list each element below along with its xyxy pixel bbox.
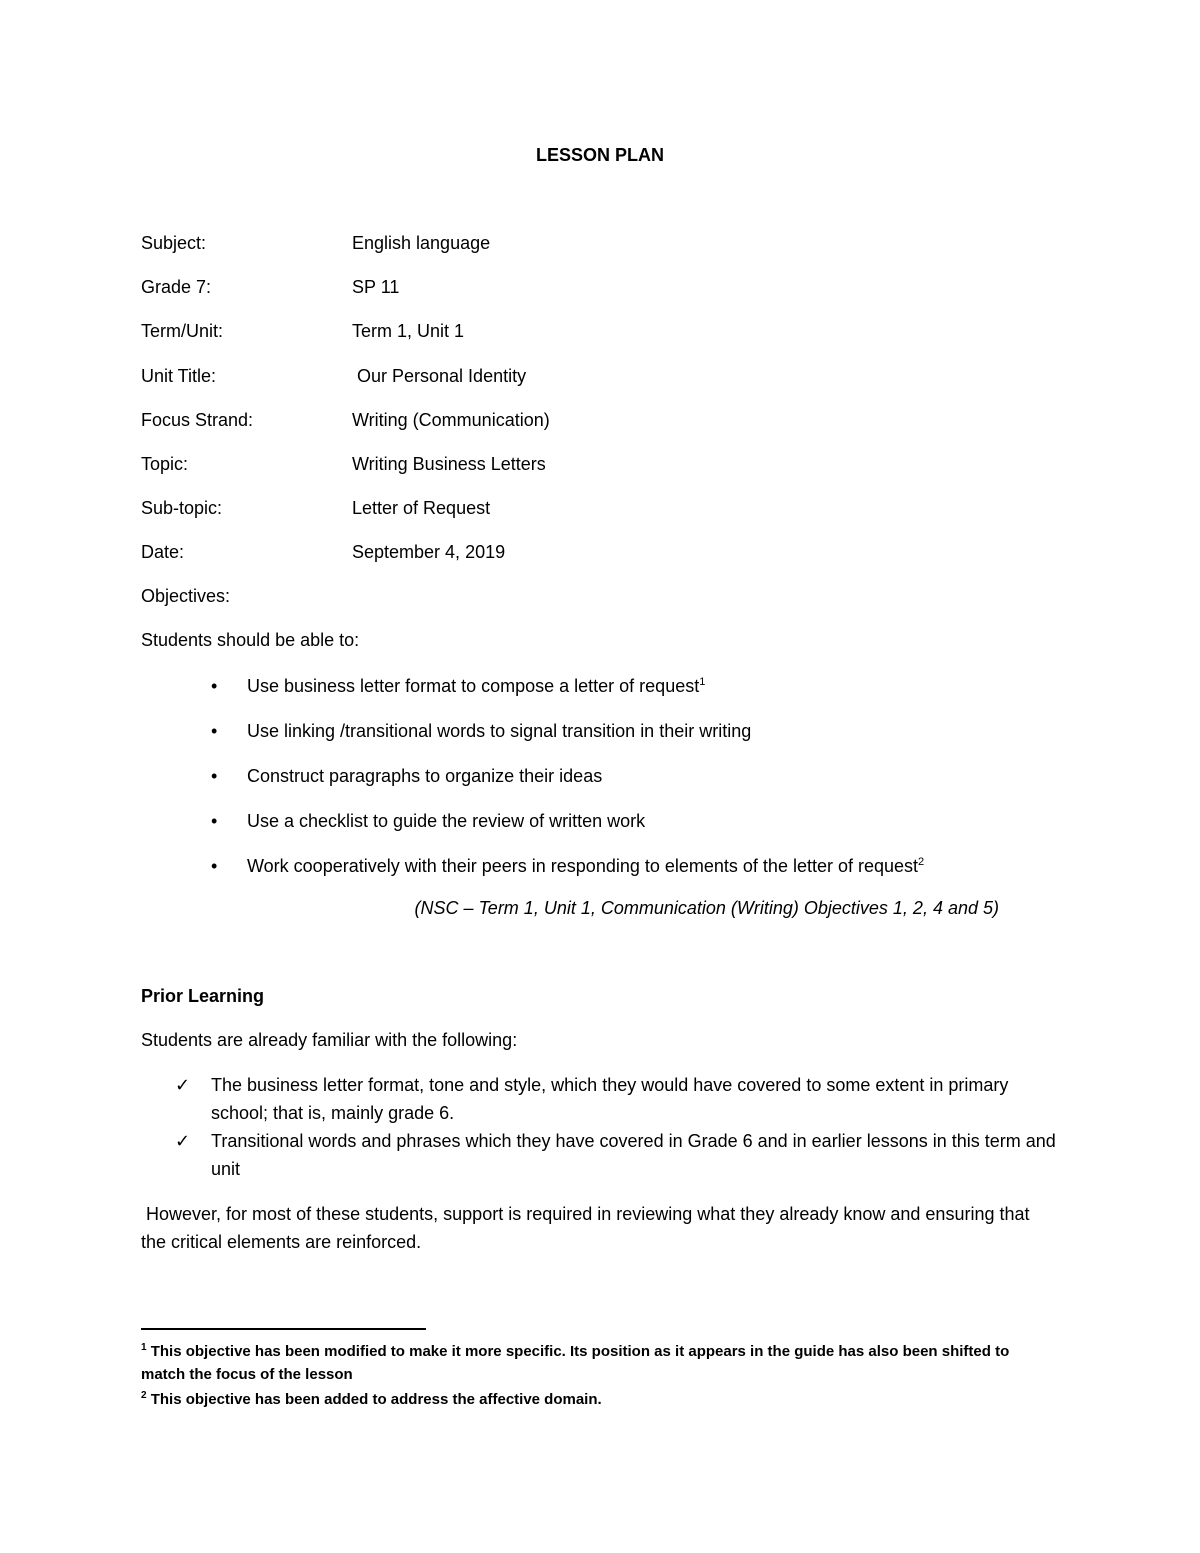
page-title: LESSON PLAN [535,145,664,165]
objective-item [141,674,1101,698]
prior-learning-text: The business letter format, tone and style, which they would have covered to some extent in primary school; that is, mainly grade 6. [211,1075,1009,1123]
meta-value: English language [352,233,491,253]
meta-value: Letter of Request [352,498,491,518]
objective-text-wrap [247,854,924,878]
footnote-mark: 2 [141,1390,147,1401]
meta-value: Term 1, Unit 1 [352,321,465,341]
bullet-icon: • [211,856,218,876]
objective-text: Use a checklist to guide the review of written work [247,811,646,831]
bullet-icon: • [211,766,218,786]
objectives-intro: Students should be able to: [141,630,360,650]
meta-value: Writing (Communication) [352,410,550,430]
objective-item [141,809,1101,833]
objective-item [141,854,1101,878]
meta-label: Subject: [141,233,207,253]
meta-value: SP 11 [352,277,400,297]
meta-value: September 4, 2019 [352,542,506,562]
footnote [141,1340,1041,1386]
objective-item [141,764,1101,788]
prior-learning-text: Transitional words and phrases which they have covered in Grade 6 and in earlier lessons in this term and unit [211,1131,1056,1179]
footnote-mark: 1 [141,1342,147,1353]
meta-label: Sub-topic: [141,498,223,518]
meta-label: Unit Title: [141,366,217,386]
objective-text: Use linking /transitional words to signal transition in their writing [247,721,752,741]
footnote-separator [141,1328,426,1330]
meta-label: Date: [141,542,185,562]
objective-text: Construct paragraphs to organize their ideas [247,766,603,786]
footnote-ref: 1 [699,676,706,688]
objectives-citation: (NSC – Term 1, Unit 1, Communication (Writing) Objectives 1, 2, 4 and 5) [414,898,999,918]
meta-label: Grade 7: [141,277,212,297]
checkmark-icon: ✓ [175,1131,191,1151]
objective-text-wrap [247,674,705,698]
objective-text: Use business letter format to compose a letter of request [247,676,700,696]
prior-learning-intro: Students are already familiar with the following: [141,1030,518,1050]
objective-text: Work cooperatively with their peers in responding to elements of the letter of request [247,856,919,876]
meta-label: Focus Strand: [141,410,254,430]
prior-learning-heading: Prior Learning [141,986,265,1006]
bullet-icon: • [211,721,218,741]
footnote-ref: 2 [918,856,925,868]
meta-value: Our Personal Identity [352,366,527,386]
checkmark-icon: ✓ [175,1075,191,1095]
footnote-text: This objective has been modified to make it more specific. Its position as it appears in the guide has also been shifted to match the focus of the lesson [141,1343,1010,1383]
meta-label: Topic: [141,454,189,474]
objective-item [141,719,1101,743]
footnote [141,1388,1041,1411]
bullet-icon: • [211,676,218,696]
bullet-icon: • [211,811,218,831]
meta-label: Term/Unit: [141,321,224,341]
meta-value: Writing Business Letters [352,454,546,474]
footnote-text: This objective has been added to address the affective domain. [146,1391,602,1408]
prior-learning-closing: However, for most of these students, support is required in reviewing what they already know and ensuring that the critical elements are reinforced. [141,1204,1035,1252]
objectives-heading: Objectives: [141,586,231,606]
